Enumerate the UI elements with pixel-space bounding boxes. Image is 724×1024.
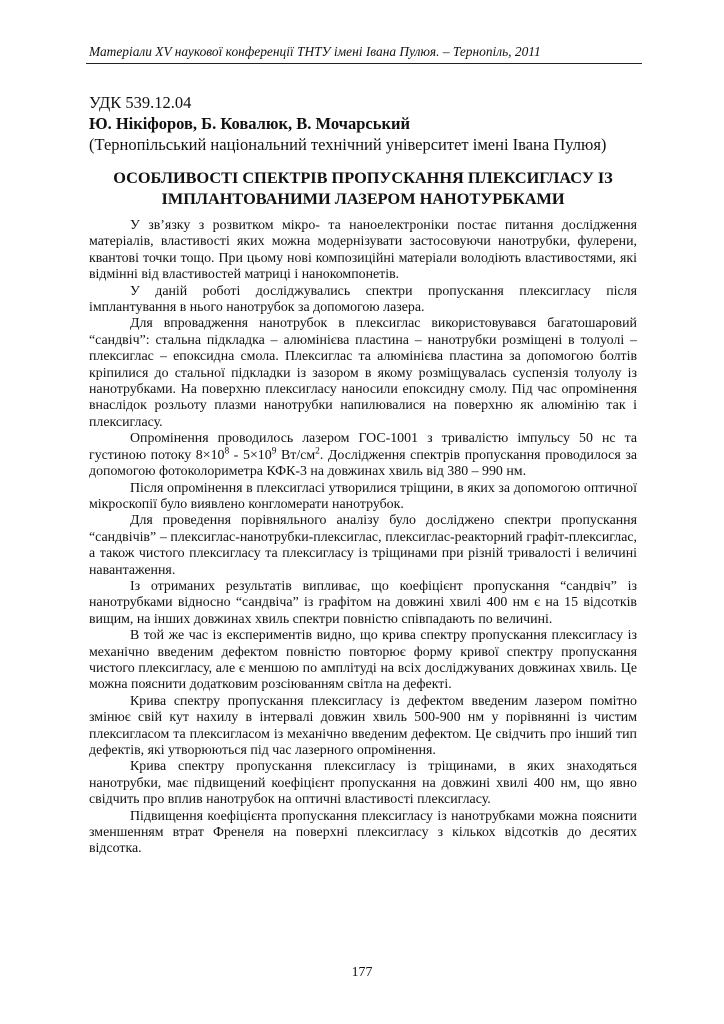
paragraph-4-text-2: - 5×10 xyxy=(229,447,272,463)
paragraph-4-text-3: Вт/см xyxy=(276,447,316,463)
paragraph-6: Для проведення порівняльного аналізу було досліджено спектри пропускання “сандвічів” – плексиглас-нанотрубки-плексиглас, плексиглас-реакторний графіт-плексиглас, а також чистого плексигласу та плексигласу із тріщинами при різній тривалості і величині навантаження. xyxy=(89,513,637,578)
article-meta xyxy=(89,92,649,155)
affiliation: (Тернопільський національний технічний університет імені Івана Пулюя) xyxy=(89,135,607,154)
exponent-2: 9 xyxy=(271,446,277,457)
title-line-2: ІМПЛАНТОВАНИМИ ЛАЗЕРОМ НАНОТУРБКАМИ xyxy=(161,189,565,208)
authors: Ю. Нікіфоров, Б. Ковалюк, В. Мочарський xyxy=(89,114,410,133)
paragraph-9: Крива спектру пропускання плексигласу із дефектом введеним лазером помітно змінює свій кут нахилу в інтервалі довжин хвиль 500-900 нм у порівнянні із чистим плексигласом та плексигласом із механічно введеним дефектом. Це свідчить про інший тип дефектів, які утворюються під час лазерного опромінення. xyxy=(89,693,637,758)
exponent-1: 8 xyxy=(224,446,230,457)
paragraph-5: Після опромінення в плексигласі утворилися тріщини, в яких за допомогою оптичної мікроскопії було виявлено конгломерати нанотрубок. xyxy=(89,480,637,512)
paragraph-11: Підвищення коефіцієнта пропускання плексигласу із нанотрубками можна пояснити зменшенням втрат Френеля на поверхні плексигласу з кількох відсотків до десятих відсотка. xyxy=(89,808,637,857)
paragraph-1: У зв’язку з розвитком мікро- та наноелектроніки постає питання дослідження матеріалів, властивості яких можна модернізувати застосовуючи нанотрубки, фулерени, квантові точки тощо. При цьому нові композиційні матеріали володіють властивостями, які відмінні від властивостей матриці і нанокомпонетів. xyxy=(89,218,637,283)
paragraph-2: У даній роботі досліджувались спектри пропускання плексигласу після імплантування в нього нанотрубок за допомогою лазера. xyxy=(89,283,637,316)
header-divider xyxy=(86,63,642,64)
article-body xyxy=(89,218,637,858)
article-title xyxy=(89,167,637,209)
paragraph-3: Для впровадження нанотрубок в плексиглас використовувався багатошаровий “сандвіч”: стальна підкладка – алюмінієва пластина – нанотрубки розміщені в толуолі – плексиглас – епоксидна смола. Плексиглас та алюмінієва пластина за допомогою болтів кріпилися до стальної підкладки із зазором в якому розміщувалась суспензія толуолу із нанотрубками. На поверхню плексигласу наносили епоксидну смолу. Під час опромінення внаслідок розльоту плазми нанотрубки напилювалися на поверхню як алюмінію так і плексигласу. xyxy=(89,316,637,430)
paragraph-4-text-1: Опромінення проводилось лазером ГОС-1001 з тривалістю імпульсу 50 нс та густиною потоку 8×10 xyxy=(89,431,637,463)
paragraph-4-text-4: . Дослідження спектрів пропускання проводилося за допомогою фотоколориметра КФК-3 на довжинах хвиль від 380 – 990 нм. xyxy=(89,447,637,480)
paragraph-8: В той же час із експериментів видно, що крива спектру пропускання плексигласу із механічно введеним дефектом повністю повторює форму кривої спектру пропускання чистого плексигласу, але є меншою по амплітуді на всіх досліджуваних довжинах хвиль. Це можна пояснити додатковим розсіюванням світла на дефекті. xyxy=(89,628,637,693)
paragraph-4 xyxy=(89,431,637,480)
paragraph-7: Із отриманих результатів випливає, що коефіцієнт пропускання “сандвіч” із нанотрубками відносно “сандвіча” із графітом на довжині хвилі 400 нм є на 15 відсотків вищим, на інших довжинах хвиль спектри повністю співпадають по величині. xyxy=(89,578,637,627)
paragraph-10: Крива спектру пропускання плексигласу із тріщинами, в яких знаходяться нанотрубки, має підвищений коефіцієнт пропускання на довжині хвилі 400 нм, що явно свідчить про вплив нанотрубок на оптичні властивості плексигласу. xyxy=(89,759,637,808)
exponent-3: 2 xyxy=(315,446,320,457)
page-number: 177 xyxy=(351,965,373,980)
udc-code: УДК 539.12.04 xyxy=(89,93,192,112)
title-line-1: ОСОБЛИВОСТІ СПЕКТРІВ ПРОПУСКАННЯ ПЛЕКСИГЛАСУ ІЗ xyxy=(113,168,613,187)
running-header: Матеріали XV наукової конференції ТНТУ імені Івана Пулюя. – Тернопіль, 2011 xyxy=(89,44,541,59)
